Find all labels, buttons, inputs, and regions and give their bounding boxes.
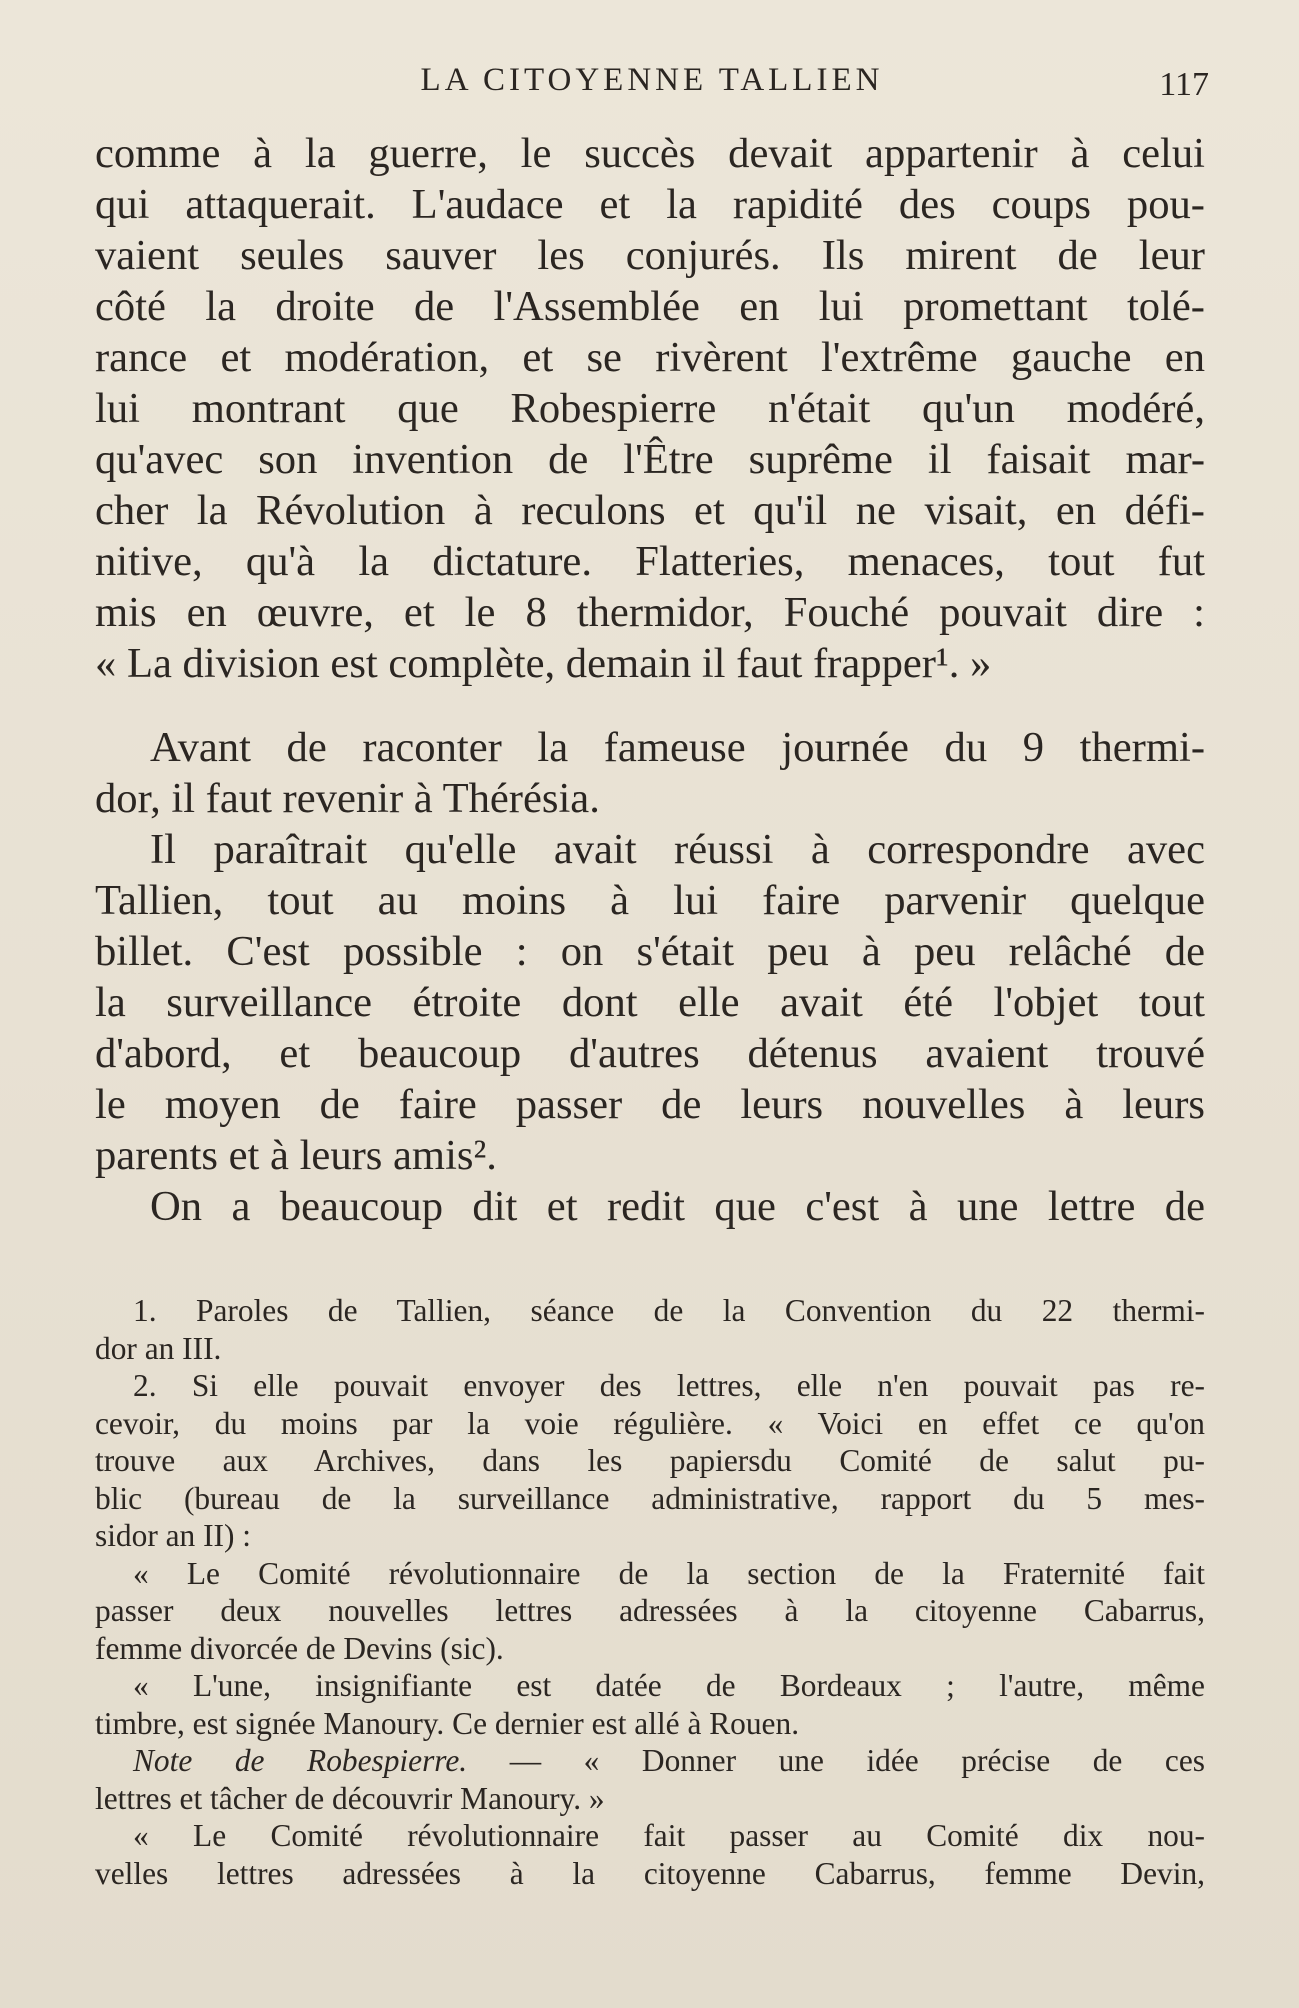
text-line: côté la droite de l'Assemblée en lui promettant tolé- [95,283,1205,330]
footnote-line: trouve aux Archives, dans les papiersdu Comité de salut pu- [95,1443,1205,1478]
text-line: vaient seules sauver les conjurés. Ils mirent de leur [95,232,1205,279]
footnote-line: 1. Paroles de Tallien, séance de la Convention du 22 thermi- [133,1293,1205,1328]
text-line: lui montrant que Robespierre n'était qu'un modéré, [95,385,1205,432]
footnote-line: velles lettres adressées à la citoyenne Cabarrus, femme Devin, [95,1855,1205,1891]
footnote-line: « L'une, insignifiante est datée de Bordeaux ; l'autre, même [133,1668,1205,1703]
text-line: dor, il faut revenir à Thérésia. [95,775,600,822]
footnote-line: passer deux nouvelles lettres adressées à la citoyenne Cabarrus, [95,1593,1205,1628]
footnote-line: cevoir, du moins par la voie régulière. « Voici en effet ce qu'on [95,1405,1205,1441]
text-line: nitive, qu'à la dictature. Flatteries, menaces, tout fut [95,538,1205,585]
text-line: qui attaquerait. L'audace et la rapidité des coups pou- [95,181,1205,228]
footnote-line: « Le Comité révolutionnaire fait passer au Comité dix nou- [133,1818,1205,1853]
footnotes [95,1292,1205,1892]
footnote-line-text: — « Donner une idée précise de ces [509,1743,1205,1778]
footnote-line [95,1742,1205,1780]
text-line: Il paraîtrait qu'elle avait réussi à correspondre avec [150,826,1205,873]
text-line: Avant de raconter la fameuse journée du 9 thermi- [150,724,1205,771]
text-line: billet. C'est possible : on s'était peu à peu relâché de [95,928,1205,975]
text-line: qu'avec son invention de l'Être suprême il faisait mar- [95,436,1205,483]
running-title: LA CITOYENNE TALLIEN [420,62,884,98]
robespierre-note-label: Note de Robespierre. [133,1743,468,1778]
text-line: parents et à leurs amis². [95,1132,497,1179]
footnote-line: sidor an II) : [95,1518,252,1553]
text-line: On a beaucoup dit et redit que c'est à une lettre de [150,1183,1205,1230]
text-line: la surveillance étroite dont elle avait été l'objet tout [95,979,1205,1026]
text-line: Tallien, tout au moins à lui faire parvenir quelque [95,877,1205,924]
footnote-line: timbre, est signée Manoury. Ce dernier est allé à Rouen. [95,1705,800,1741]
footnote-line: blic (bureau de la surveillance administrative, rapport du 5 mes- [95,1480,1205,1516]
page-number: 117 [1159,66,1209,103]
footnote-line: lettres et tâcher de découvrir Manoury. » [95,1780,605,1816]
running-head [95,58,1209,108]
text-line: mis en œuvre, et le 8 thermidor, Fouché pouvait dire : [95,589,1205,636]
text-line: « La division est complète, demain il faut frapper¹. » [95,640,992,687]
text-line: rance et modération, et se rivèrent l'extrême gauche en [95,334,1205,381]
footnote-line: « Le Comité révolutionnaire de la section de la Fraternité fait [133,1555,1205,1591]
footnote-line: 2. Si elle pouvait envoyer des lettres, elle n'en pouvait pas re- [133,1368,1205,1403]
text-line: comme à la guerre, le succès devait appartenir à celui [95,130,1205,177]
footnote-line: femme divorcée de Devins (sic). [95,1630,504,1666]
text-line: le moyen de faire passer de leurs nouvelles à leurs [95,1081,1205,1128]
paragraph-gap [95,689,1205,722]
text-line: d'abord, et beaucoup d'autres détenus avaient trouvé [95,1030,1205,1077]
footnote-line: dor an III. [95,1330,222,1366]
body-text [95,128,1205,1232]
text-line: cher la Révolution à reculons et qu'il ne visait, en défi- [95,487,1205,534]
